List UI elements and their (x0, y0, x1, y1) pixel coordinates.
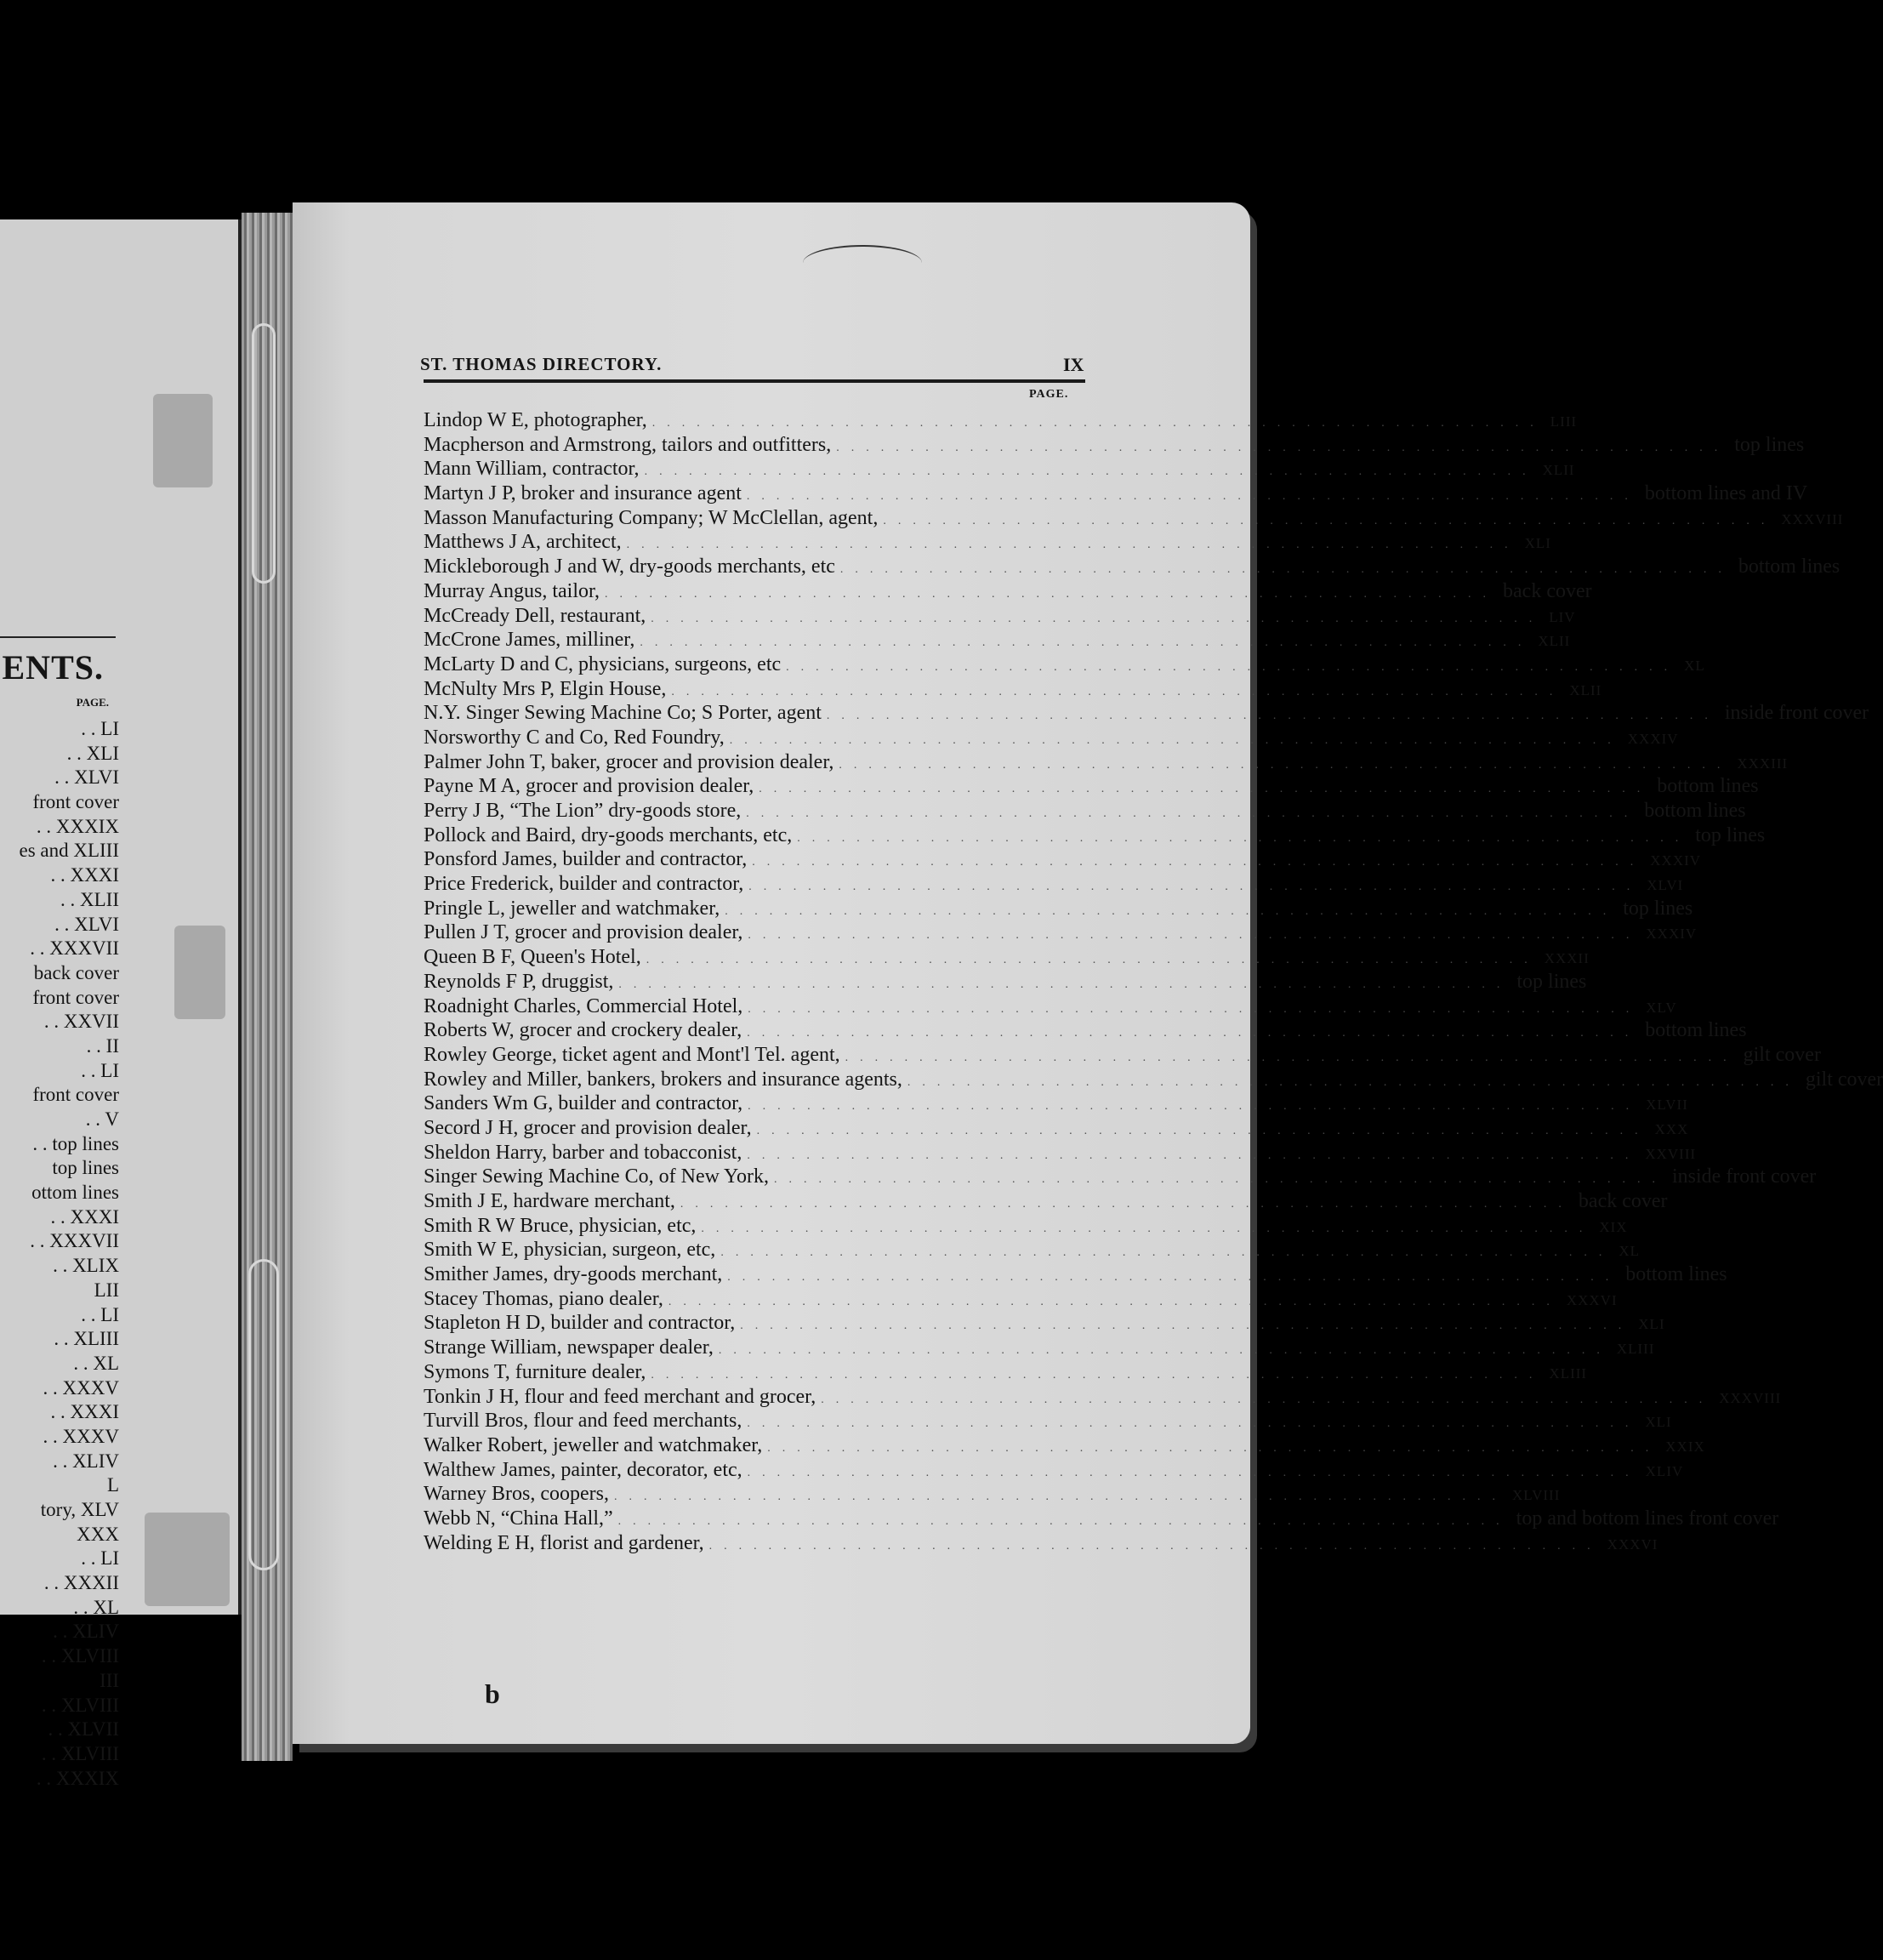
left-page-entry: ottom lines (31, 1182, 119, 1204)
directory-entry (424, 506, 1844, 531)
directory-entry (424, 1018, 1747, 1043)
left-page-rule (0, 636, 116, 638)
entry-name: Reynolds F P, druggist, (424, 970, 614, 993)
entry-page-ref: top lines (1623, 897, 1693, 920)
entry-page-ref: top lines (1695, 823, 1766, 846)
entry-page-ref: XXXIII (1737, 755, 1789, 772)
directory-entry (424, 945, 1590, 970)
entry-name: Price Frederick, builder and contractor, (424, 873, 744, 896)
entry-page-ref: bottom lines (1657, 775, 1759, 798)
entry-name: Queen B F, Queen's Hotel, (424, 946, 641, 969)
entry-name: Martyn J P, broker and insurance agent (424, 482, 742, 505)
left-page-entry: . . XXXI (50, 1401, 119, 1423)
dot-leader: ............................................................ (725, 904, 1618, 918)
directory-entry (424, 555, 1840, 579)
left-page-entry: . . LI (81, 1059, 119, 1081)
entry-name: Walker Robert, jeweller and watchmaker, (424, 1433, 763, 1456)
left-page-entry: . . XLVI (54, 913, 119, 935)
directory-entry (424, 1068, 1883, 1092)
dot-leader: ............................................................ (708, 1539, 1602, 1553)
directory-entry (424, 433, 1805, 458)
dot-leader: ............................................................ (651, 612, 1545, 625)
left-page-entry: . . XLVI (54, 766, 119, 789)
entry-page-ref: bottom lines and IV (1644, 482, 1808, 505)
left-page-entry: . . XXXIX (36, 1767, 119, 1789)
dot-leader: ............................................................ (747, 1417, 1641, 1431)
dot-leader: ............................................................ (821, 1393, 1715, 1406)
directory-entry (424, 701, 1869, 726)
left-page-entry: . . LI (81, 1303, 119, 1325)
directory-entry (424, 1043, 1821, 1068)
entry-page-ref: bottom lines (1644, 800, 1746, 822)
directory-page (293, 202, 1883, 1744)
left-page-entry: . . XLIV (53, 1621, 119, 1643)
left-page-entry: . . II (86, 1034, 119, 1057)
column-head: PAGE. (1029, 388, 1069, 401)
entry-name: Ponsford James, builder and contractor, (424, 848, 748, 871)
entry-name: Mickleborough J and W, dry-goods merchants, etc (424, 556, 835, 578)
left-page-entry: . . top lines (32, 1132, 119, 1154)
binding-thread (252, 323, 276, 584)
directory-entry (424, 847, 1702, 872)
dot-leader: ............................................................ (747, 1148, 1641, 1162)
entry-page-ref: bottom lines (1738, 556, 1840, 578)
entry-page-ref: inside front cover (1671, 1165, 1817, 1188)
entry-page-ref: bottom lines (1645, 1019, 1747, 1042)
entry-page-ref: LIV (1549, 608, 1576, 625)
left-page-entry: front cover (32, 986, 119, 1008)
entry-page-ref: XLII (1538, 633, 1571, 650)
directory-entry (424, 1287, 1618, 1312)
left-facing-page (0, 219, 242, 1789)
entry-page-ref: back cover (1503, 579, 1592, 602)
entry-name: Stacey Thomas, piano dealer, (424, 1287, 663, 1310)
dot-leader: ............................................................ (646, 954, 1539, 967)
dot-leader: ............................................................ (773, 1173, 1667, 1187)
entry-name: Smither James, dry-goods merchant, (424, 1263, 723, 1286)
directory-entry (424, 1360, 1588, 1385)
directory-entry (424, 1385, 1782, 1410)
entry-page-ref: LIII (1550, 413, 1578, 430)
dot-leader: ............................................................ (746, 490, 1640, 504)
entry-page-ref: bottom lines (1625, 1263, 1727, 1286)
dot-leader: ............................................................ (748, 1002, 1641, 1016)
directory-entry (424, 872, 1684, 897)
left-page-entry: . . XLI (66, 742, 119, 764)
entry-page-ref: XLI (1638, 1316, 1665, 1333)
entry-page-ref: XXXIV (1646, 926, 1698, 943)
entry-page-ref: XXXIV (1650, 852, 1702, 869)
entry-page-ref: top lines (1734, 433, 1805, 456)
left-page-heading: ENTS. (2, 648, 104, 687)
dot-leader: ............................................................ (756, 1124, 1650, 1137)
dot-leader: ............................................................ (747, 1466, 1641, 1479)
entry-page-ref: back cover (1578, 1190, 1668, 1212)
page-number: IX (1063, 354, 1084, 375)
entry-page-ref: XLVIII (1512, 1487, 1561, 1504)
entry-name: McLarty D and C, physicians, surgeons, etc (424, 652, 782, 675)
left-page-entry: top lines (52, 1157, 119, 1179)
dot-leader: ............................................................ (746, 807, 1640, 820)
left-page-entry: . . XLIX (53, 1255, 119, 1277)
dot-leader: ............................................................ (797, 831, 1691, 845)
left-page-entry: XXX (77, 1523, 119, 1545)
entry-page-ref: XLVII (1646, 1097, 1688, 1114)
dot-leader: ............................................................ (748, 880, 1642, 894)
header-rule (424, 379, 1085, 383)
entry-page-ref: XL (1684, 657, 1705, 674)
left-page-entry: . . LI (81, 1547, 119, 1570)
entry-page-ref: XXX (1654, 1120, 1689, 1137)
entry-name: Walthew James, painter, decorator, etc, (424, 1458, 742, 1481)
entry-name: Rowley George, ticket agent and Mont'l Tel. agent, (424, 1043, 840, 1066)
left-page-entry: . . XXXI (50, 1205, 119, 1228)
entry-name: N.Y. Singer Sewing Machine Co; S Porter, agent (424, 702, 822, 725)
dot-leader: ............................................................ (836, 441, 1730, 454)
directory-entry (424, 1458, 1684, 1483)
left-page-entry: . . XXXV (43, 1425, 119, 1447)
entry-page-ref: XLIV (1645, 1462, 1684, 1479)
directory-entry (424, 994, 1677, 1019)
paper-scratch (803, 245, 922, 281)
directory-entry (424, 1189, 1668, 1214)
left-page-entry: . . XXXI (50, 864, 119, 886)
dot-leader: ............................................................ (729, 733, 1623, 747)
dot-leader: ............................................................ (748, 1100, 1641, 1114)
signature-mark: b (485, 1678, 500, 1709)
left-page-entry: . . XLVIII (41, 1694, 119, 1716)
directory-entry (424, 1482, 1561, 1507)
dot-leader: ............................................................ (671, 685, 1565, 698)
stain-mark (145, 1513, 230, 1606)
dot-leader: ............................................................ (618, 977, 1512, 991)
left-page-entry: . . LI (81, 718, 119, 739)
entry-page-ref: XLI (1524, 535, 1551, 552)
entry-name: Murray Angus, tailor, (424, 579, 600, 602)
dot-leader: ............................................................ (826, 709, 1720, 723)
dot-leader: ............................................................ (668, 1295, 1562, 1308)
left-page-entry: front cover (32, 1084, 119, 1106)
left-page-entry-list (0, 717, 119, 1791)
entry-name: Mann William, contractor, (424, 458, 640, 481)
directory-entry (424, 1433, 1705, 1458)
left-page-entry: . . XLVII (48, 1718, 119, 1741)
directory-entry (424, 726, 1679, 750)
dot-leader: ............................................................ (626, 538, 1520, 552)
dot-leader: ............................................................ (747, 1027, 1641, 1040)
stain-mark (174, 926, 225, 1019)
dot-leader: ............................................................ (617, 1514, 1511, 1528)
directory-entry (424, 1409, 1672, 1433)
entry-page-ref: XXXVI (1607, 1536, 1658, 1553)
directory-entry (424, 897, 1693, 921)
left-page-entry: . . XLVIII (41, 1645, 119, 1667)
entry-name: Stapleton H D, builder and contractor, (424, 1312, 736, 1335)
entry-name: Tonkin J H, flour and feed merchant and grocer, (424, 1385, 816, 1408)
entry-name: Smith W E, physician, surgeon, etc, (424, 1239, 716, 1262)
directory-entry (424, 1165, 1817, 1189)
directory-entry (424, 1311, 1665, 1336)
directory-entry (424, 579, 1592, 604)
dot-leader: ............................................................ (839, 758, 1732, 772)
left-page-entry: . . V (85, 1108, 119, 1130)
dot-leader: ............................................................ (786, 660, 1680, 674)
directory-entry (424, 1238, 1640, 1262)
entry-name: Singer Sewing Machine Co, of New York, (424, 1165, 769, 1188)
dot-leader: ............................................................ (614, 1490, 1508, 1504)
entry-name: Pullen J T, grocer and provision dealer, (424, 921, 743, 944)
entry-name: Rowley and Miller, bankers, brokers and insurance agents, (424, 1068, 902, 1091)
directory-entry (424, 1091, 1688, 1116)
directory-entry (424, 774, 1759, 799)
directory-entry (424, 481, 1808, 506)
left-page-entry: . . XL (73, 1596, 119, 1618)
dot-leader: ............................................................ (839, 563, 1733, 577)
entry-name: Payne M A, grocer and provision dealer, (424, 775, 754, 798)
dot-leader: ............................................................ (727, 1271, 1621, 1285)
entry-name: Smith R W Bruce, physician, etc, (424, 1214, 697, 1237)
entry-page-ref: XLII (1542, 462, 1575, 479)
dot-leader: ............................................................ (752, 856, 1646, 869)
entry-name: Masson Manufacturing Company; W McClellan, agent, (424, 506, 879, 529)
entry-page-ref: XXXIV (1627, 730, 1679, 747)
entry-name: Sanders Wm G, builder and contractor, (424, 1092, 743, 1115)
entry-name: Webb N, “China Hall,” (424, 1507, 613, 1530)
entry-page-ref: top and bottom lines front cover (1516, 1507, 1779, 1530)
left-page-entry: L (106, 1474, 119, 1496)
dot-leader: ............................................................ (605, 587, 1499, 601)
directory-entry (424, 1531, 1658, 1556)
entry-page-ref: XLII (1569, 681, 1602, 698)
directory-entry (424, 628, 1571, 652)
entry-name: Macpherson and Armstrong, tailors and outfitters, (424, 433, 832, 456)
left-page-entry: LII (94, 1279, 119, 1301)
left-page-entry: . . XXXVII (30, 937, 119, 960)
left-page-entry: III (100, 1669, 119, 1691)
dot-leader: ............................................................ (740, 1319, 1634, 1333)
left-page-entry: . . XXXII (43, 1572, 119, 1594)
directory-entry (424, 408, 1578, 433)
entry-name: McCready Dell, restaurant, (424, 604, 646, 627)
directory-entry-list (424, 408, 1883, 1555)
dot-leader: ............................................................ (701, 1222, 1595, 1235)
dot-leader: ............................................................ (718, 1344, 1612, 1358)
left-page-entry: . . XL (73, 1352, 119, 1374)
dot-leader: ............................................................ (651, 1368, 1545, 1382)
directory-entry (424, 652, 1705, 677)
left-page-entry: . . XXVII (43, 1011, 119, 1033)
book-spine (242, 213, 293, 1761)
entry-page-ref: XXXVIII (1719, 1389, 1782, 1406)
entry-name: Pringle L, jeweller and watchmaker, (424, 897, 720, 920)
entry-page-ref: gilt cover (1743, 1043, 1821, 1066)
left-page-entry: es and XLIII (19, 840, 119, 862)
binding-thread (248, 1259, 279, 1570)
entry-name: McCrone James, milliner, (424, 629, 635, 652)
left-page-entry: . . XXXVII (30, 1230, 119, 1252)
dot-leader: ............................................................ (845, 1051, 1738, 1064)
dot-leader: ............................................................ (644, 465, 1538, 479)
entry-name: Sheldon Harry, barber and tobacconist, (424, 1141, 742, 1164)
left-page-entry: . . XLVIII (41, 1742, 119, 1764)
dot-leader: ............................................................ (883, 514, 1777, 527)
entry-name: Smith J E, hardware merchant, (424, 1190, 675, 1212)
left-page-entry: . . XXXV (43, 1376, 119, 1399)
entry-page-ref: top lines (1516, 970, 1587, 993)
left-page-entry: . . XLIII (54, 1328, 119, 1350)
entry-page-ref: gilt cover (1805, 1068, 1883, 1091)
stain-mark (153, 394, 213, 487)
directory-entry (424, 1116, 1689, 1141)
left-page-entry: tory, XLV (40, 1499, 119, 1520)
directory-entry (424, 677, 1602, 702)
entry-name: Pollock and Baird, dry-goods merchants, etc, (424, 823, 793, 846)
entry-page-ref: XLI (1645, 1414, 1672, 1431)
entry-name: Lindop W E, photographer, (424, 409, 647, 431)
directory-entry (424, 530, 1551, 555)
left-page-entry: . . XLII (60, 888, 119, 910)
dot-leader: ............................................................ (748, 929, 1641, 943)
entry-page-ref: XXVIII (1645, 1145, 1697, 1162)
directory-entry (424, 604, 1576, 629)
dot-leader: ............................................................ (720, 1246, 1614, 1260)
dot-leader: ............................................................ (640, 636, 1533, 650)
dot-leader: ............................................................ (767, 1441, 1661, 1455)
dot-leader: ............................................................ (651, 417, 1545, 430)
entry-page-ref: XXXVIII (1781, 510, 1844, 527)
entry-name: Roberts W, grocer and crockery dealer, (424, 1019, 742, 1042)
entry-page-ref: XL (1618, 1243, 1640, 1260)
entry-name: Welding E H, florist and gardener, (424, 1531, 704, 1554)
directory-entry (424, 1336, 1655, 1360)
directory-entry (424, 823, 1766, 848)
directory-entry (424, 1214, 1628, 1239)
entry-name: Roadnight Charles, Commercial Hotel, (424, 994, 743, 1017)
entry-page-ref: XLIII (1549, 1365, 1588, 1382)
directory-entry (424, 970, 1587, 994)
entry-name: Warney Bros, coopers, (424, 1483, 610, 1506)
running-head: ST. THOMAS DIRECTORY. (420, 354, 663, 374)
left-page-entry: back cover (33, 961, 119, 983)
left-page-column-label: PAGE. (76, 696, 109, 709)
dot-leader: ............................................................ (759, 783, 1653, 796)
entry-name: Strange William, newspaper dealer, (424, 1336, 714, 1359)
entry-page-ref: XXXVI (1566, 1291, 1618, 1308)
entry-name: Perry J B, “The Lion” dry-goods store, (424, 800, 742, 822)
directory-entry (424, 750, 1789, 775)
entry-name: Matthews J A, architect, (424, 531, 622, 554)
directory-entry (424, 1141, 1697, 1165)
entry-page-ref: inside front cover (1724, 702, 1869, 725)
entry-page-ref: XIX (1599, 1218, 1628, 1235)
left-page-entry: . . XXXIX (36, 815, 119, 837)
entry-page-ref: XXIX (1665, 1438, 1705, 1455)
entry-name: Turvill Bros, flour and feed merchants, (424, 1410, 742, 1433)
entry-name: Norsworthy C and Co, Red Foundry, (424, 726, 725, 749)
directory-entry (424, 920, 1698, 945)
entry-name: Palmer John T, baker, grocer and provision dealer, (424, 750, 834, 773)
dot-leader: ............................................................ (680, 1198, 1573, 1211)
entry-page-ref: XLVI (1647, 877, 1684, 894)
left-page-entry: front cover (32, 791, 119, 813)
dot-leader: ............................................................ (907, 1075, 1801, 1089)
entry-name: Symons T, furniture dealer, (424, 1360, 646, 1383)
directory-entry (424, 1507, 1779, 1531)
directory-entry (424, 1262, 1727, 1287)
directory-entry (424, 799, 1746, 823)
entry-page-ref: XXXII (1544, 950, 1590, 967)
entry-name: McNulty Mrs P, Elgin House, (424, 677, 667, 700)
entry-name: Secord J H, grocer and provision dealer, (424, 1116, 752, 1139)
entry-page-ref: XLIII (1616, 1341, 1655, 1358)
entry-page-ref: XLV (1646, 999, 1677, 1016)
directory-entry (424, 457, 1575, 481)
left-page-entry: . . XLIV (53, 1450, 119, 1472)
